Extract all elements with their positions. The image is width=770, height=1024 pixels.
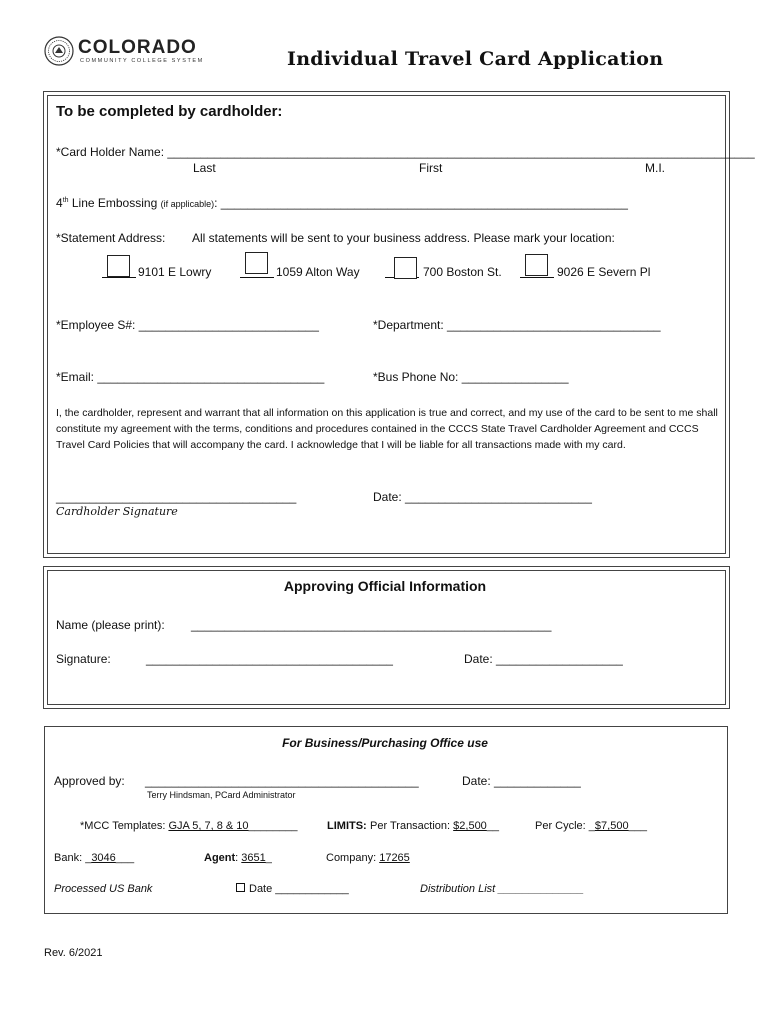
middle-initial-caption: M.I. — [645, 161, 665, 175]
approving-signature-field[interactable]: _____________________________________ — [146, 652, 393, 666]
bus-phone-field[interactable]: *Bus Phone No: ________________ — [373, 370, 569, 384]
employee-number-field[interactable]: *Employee S#: ___________________________ — [56, 318, 319, 332]
limits-label: LIMITS: — [327, 820, 367, 832]
card-holder-name-field[interactable]: *Card Holder Name: ________________________________________________________________________________________ — [56, 145, 755, 159]
embossing-line: : _____________________________________________________________ — [214, 196, 628, 210]
approving-date-field[interactable]: Date: ___________________ — [464, 652, 623, 666]
statement-address-label: *Statement Address: — [56, 231, 166, 245]
approving-heading: Approving Official Information — [283, 578, 487, 594]
email-field[interactable]: *Email: __________________________________ — [56, 370, 325, 384]
first-name-caption: First — [419, 161, 443, 175]
per-cycle-value: $7,500 — [594, 820, 629, 832]
location-underline-1 — [102, 277, 136, 278]
approved-by-field[interactable]: _________________________________________ — [145, 774, 419, 788]
embossing-label: Line Embossing — [68, 196, 161, 210]
per-cycle-label: Per Cycle: — [535, 820, 589, 832]
mcc-templates-label: *MCC Templates: — [80, 820, 169, 832]
agent-value: 3651 — [241, 852, 266, 864]
location-underline-2 — [240, 277, 274, 278]
last-name-caption: Last — [193, 161, 216, 175]
processed-us-bank-label: Processed US Bank — [54, 883, 153, 895]
date-checkbox[interactable] — [236, 883, 245, 892]
location-label-boston: 700 Boston St. — [423, 265, 502, 279]
agent-label: Agent — [204, 852, 236, 864]
department-field[interactable]: *Department: ________________________________ — [373, 318, 661, 332]
location-checkbox-boston[interactable] — [394, 257, 417, 279]
location-checkbox-severn[interactable] — [525, 254, 548, 276]
embossing-field[interactable] — [56, 196, 628, 210]
cardholder-signature-caption: Cardholder Signature — [56, 505, 178, 518]
embossing-ordinal: 4 — [56, 196, 63, 210]
document-title: Individual Travel Card Application — [287, 48, 664, 70]
location-checkbox-alton[interactable] — [245, 252, 268, 274]
approving-name-label: Name (please print): — [56, 618, 165, 632]
logo-name: COLORADO — [78, 37, 197, 58]
colorado-seal-logo — [44, 36, 74, 66]
location-underline-4 — [520, 277, 554, 278]
per-transaction-label: Per Transaction: — [370, 820, 454, 832]
per-transaction-limit: Per Transaction: $2,500__ — [370, 820, 500, 832]
pcard-administrator-name: Terry Hindsman, PCard Administrator — [147, 790, 296, 800]
mcc-templates-line: ________ — [248, 820, 298, 832]
office-use-heading: For Business/Purchasing Office use — [282, 736, 488, 750]
bank-value: 3046 — [91, 852, 116, 864]
approving-signature-label: Signature: — [56, 652, 111, 666]
per-transaction-value: $2,500 — [453, 820, 487, 832]
statement-address-instructions: All statements will be sent to your business address. Please mark your location: — [192, 231, 615, 245]
distribution-list-field[interactable]: Distribution List ______________ — [420, 883, 584, 895]
approving-name-field[interactable]: ______________________________________________________ — [191, 618, 552, 632]
cardholder-date-field[interactable]: Date: ____________________________ — [373, 490, 592, 504]
embossing-ordinal-suffix: th — [62, 197, 69, 204]
location-label-alton: 1059 Alton Way — [276, 265, 360, 279]
cardholder-signature-line[interactable]: ____________________________________ — [56, 490, 297, 504]
cardholder-agreement: I, the cardholder, represent and warrant that all information on this application is true and correct, and my use of the card to be sent to me shall constitute my agreement with the terms, conditions and procedures contained in the CCCS State Travel Cardholder Agreement and CCCS Travel Card Policies that will accompany the card. I acknowledge that I will be liable for all transactions made with my card. — [56, 407, 718, 451]
embossing-note: (if applicable) — [160, 199, 215, 209]
revision-date: Rev. 6/2021 — [44, 947, 103, 959]
processed-date-field[interactable] — [236, 883, 349, 895]
location-checkbox-lowry[interactable] — [107, 255, 130, 277]
mcc-templates-value: GJA 5, 7, 8 & 10 — [168, 820, 249, 832]
bank-number: Bank: _3046___ — [54, 852, 135, 864]
agent-number: Agent: 3651_ — [204, 852, 272, 864]
company-value: 17265 — [379, 852, 410, 864]
location-label-severn: 9026 E Severn Pl — [557, 265, 651, 279]
processed-date-label: Date ____________ — [249, 883, 349, 895]
office-date-field[interactable]: Date: _____________ — [462, 774, 581, 788]
bank-label: Bank: — [54, 852, 86, 864]
company-label: Company: — [326, 852, 380, 864]
mcc-templates — [80, 820, 298, 832]
cardholder-heading: To be completed by cardholder: — [56, 103, 283, 120]
location-label-lowry: 9101 E Lowry — [138, 265, 212, 279]
approved-by-label: Approved by: — [54, 774, 125, 788]
logo-subtitle: COMMUNITY COLLEGE SYSTEM — [80, 58, 204, 64]
company-number — [326, 852, 410, 864]
per-cycle-limit: Per Cycle: _$7,500___ — [535, 820, 647, 832]
